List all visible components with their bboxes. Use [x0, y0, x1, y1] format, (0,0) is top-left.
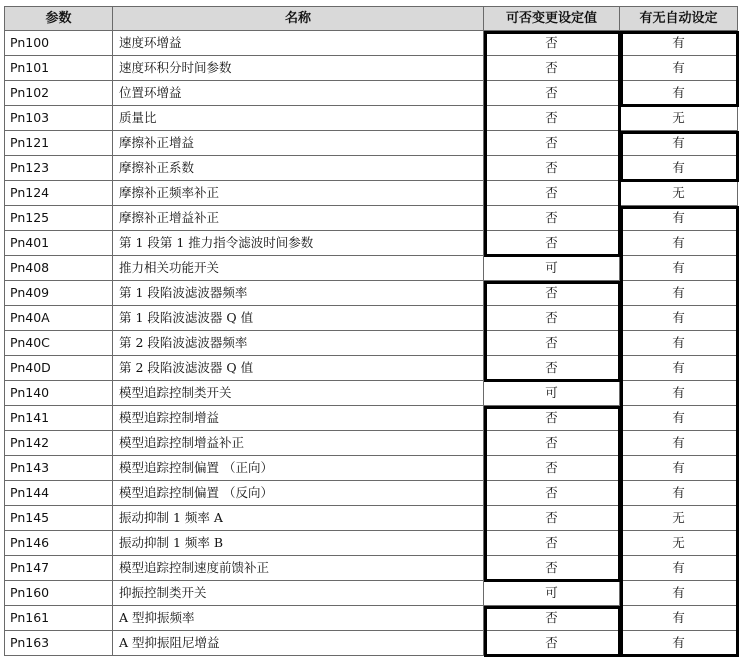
name-cell: 第 2 段陷波滤波器频率: [113, 331, 484, 356]
header-name: 名称: [113, 7, 484, 31]
changeable-cell: 否: [484, 306, 620, 331]
table-row: [5, 631, 738, 656]
changeable-cell: 否: [484, 456, 620, 481]
table-row: [5, 256, 738, 281]
parameter-table: [4, 6, 738, 656]
param-cell: Pn408: [5, 256, 113, 281]
name-cell: 振动抑制 1 频率 B: [113, 531, 484, 556]
changeable-cell: 否: [484, 106, 620, 131]
param-cell: Pn40D: [5, 356, 113, 381]
param-cell: Pn124: [5, 181, 113, 206]
name-cell: 位置环增益: [113, 81, 484, 106]
auto-cell: 无: [620, 181, 738, 206]
auto-cell: 有: [620, 56, 738, 81]
auto-cell: 有: [620, 481, 738, 506]
name-cell: 第 2 段陷波滤波器 Q 值: [113, 356, 484, 381]
table-row: [5, 81, 738, 106]
param-cell: Pn125: [5, 206, 113, 231]
param-cell: Pn144: [5, 481, 113, 506]
table-row: [5, 156, 738, 181]
changeable-cell: 否: [484, 406, 620, 431]
name-cell: 振动抑制 1 频率 A: [113, 506, 484, 531]
table-row: [5, 56, 738, 81]
changeable-cell: 否: [484, 331, 620, 356]
param-cell: Pn40A: [5, 306, 113, 331]
auto-cell: 有: [620, 231, 738, 256]
table-row: [5, 331, 738, 356]
param-cell: Pn142: [5, 431, 113, 456]
table-row: [5, 281, 738, 306]
param-cell: Pn160: [5, 581, 113, 606]
auto-cell: 有: [620, 581, 738, 606]
table-row: [5, 131, 738, 156]
table-row: [5, 581, 738, 606]
name-cell: 模型追踪控制偏置 （反向）: [113, 481, 484, 506]
table-row: [5, 406, 738, 431]
param-cell: Pn103: [5, 106, 113, 131]
table-row: [5, 606, 738, 631]
auto-cell: 有: [620, 456, 738, 481]
auto-cell: 有: [620, 606, 738, 631]
auto-cell: 有: [620, 406, 738, 431]
table-row: [5, 356, 738, 381]
param-cell: Pn146: [5, 531, 113, 556]
changeable-cell: 否: [484, 481, 620, 506]
auto-cell: 无: [620, 106, 738, 131]
auto-cell: 有: [620, 156, 738, 181]
table-row: [5, 206, 738, 231]
auto-cell: 有: [620, 81, 738, 106]
name-cell: 速度环积分时间参数: [113, 56, 484, 81]
header-param: 参数: [5, 7, 113, 31]
changeable-cell: 否: [484, 131, 620, 156]
table-row: [5, 431, 738, 456]
table-row: [5, 31, 738, 56]
auto-cell: 有: [620, 631, 738, 656]
param-cell: Pn101: [5, 56, 113, 81]
name-cell: A 型抑振阻尼增益: [113, 631, 484, 656]
auto-cell: 有: [620, 131, 738, 156]
auto-cell: 有: [620, 431, 738, 456]
changeable-cell: 否: [484, 206, 620, 231]
name-cell: 摩擦补正系数: [113, 156, 484, 181]
changeable-cell: 否: [484, 506, 620, 531]
name-cell: 摩擦补正频率补正: [113, 181, 484, 206]
name-cell: 模型追踪控制类开关: [113, 381, 484, 406]
auto-cell: 有: [620, 356, 738, 381]
param-cell: Pn102: [5, 81, 113, 106]
param-cell: Pn147: [5, 556, 113, 581]
name-cell: 第 1 段第 1 推力指令滤波时间参数: [113, 231, 484, 256]
table-row: [5, 531, 738, 556]
changeable-cell: 可: [484, 581, 620, 606]
name-cell: 摩擦补正增益补正: [113, 206, 484, 231]
param-cell: Pn100: [5, 31, 113, 56]
changeable-cell: 可: [484, 381, 620, 406]
table-container: [4, 6, 738, 656]
name-cell: 摩擦补正增益: [113, 131, 484, 156]
changeable-cell: 否: [484, 31, 620, 56]
name-cell: A 型抑振频率: [113, 606, 484, 631]
auto-cell: 有: [620, 281, 738, 306]
changeable-cell: 否: [484, 81, 620, 106]
param-cell: Pn40C: [5, 331, 113, 356]
name-cell: 第 1 段陷波滤波器频率: [113, 281, 484, 306]
name-cell: 模型追踪控制偏置 （正向）: [113, 456, 484, 481]
changeable-cell: 否: [484, 556, 620, 581]
param-cell: Pn409: [5, 281, 113, 306]
header-changeable: 可否变更设定值: [484, 7, 620, 31]
param-cell: Pn121: [5, 131, 113, 156]
name-cell: 质量比: [113, 106, 484, 131]
param-cell: Pn140: [5, 381, 113, 406]
auto-cell: 无: [620, 506, 738, 531]
auto-cell: 有: [620, 31, 738, 56]
table-row: [5, 481, 738, 506]
table-row: [5, 306, 738, 331]
changeable-cell: 否: [484, 56, 620, 81]
changeable-cell: 可: [484, 256, 620, 281]
auto-cell: 无: [620, 531, 738, 556]
auto-cell: 有: [620, 256, 738, 281]
table-row: [5, 456, 738, 481]
param-cell: Pn123: [5, 156, 113, 181]
auto-cell: 有: [620, 206, 738, 231]
auto-cell: 有: [620, 331, 738, 356]
changeable-cell: 否: [484, 431, 620, 456]
table-row: [5, 231, 738, 256]
param-cell: Pn163: [5, 631, 113, 656]
auto-cell: 有: [620, 381, 738, 406]
table-body: [5, 31, 738, 656]
changeable-cell: 否: [484, 156, 620, 181]
param-cell: Pn145: [5, 506, 113, 531]
param-cell: Pn143: [5, 456, 113, 481]
name-cell: 抑振控制类开关: [113, 581, 484, 606]
changeable-cell: 否: [484, 531, 620, 556]
name-cell: 模型追踪控制增益: [113, 406, 484, 431]
name-cell: 第 1 段陷波滤波器 Q 值: [113, 306, 484, 331]
name-cell: 模型追踪控制增益补正: [113, 431, 484, 456]
table-row: [5, 506, 738, 531]
table-row: [5, 106, 738, 131]
header-auto: 有无自动设定: [620, 7, 738, 31]
changeable-cell: 否: [484, 631, 620, 656]
auto-cell: 有: [620, 556, 738, 581]
changeable-cell: 否: [484, 356, 620, 381]
name-cell: 速度环增益: [113, 31, 484, 56]
auto-cell: 有: [620, 306, 738, 331]
name-cell: 模型追踪控制速度前馈补正: [113, 556, 484, 581]
changeable-cell: 否: [484, 606, 620, 631]
name-cell: 推力相关功能开关: [113, 256, 484, 281]
changeable-cell: 否: [484, 181, 620, 206]
param-cell: Pn401: [5, 231, 113, 256]
table-row: [5, 181, 738, 206]
header-row: [5, 7, 738, 31]
table-row: [5, 381, 738, 406]
changeable-cell: 否: [484, 231, 620, 256]
changeable-cell: 否: [484, 281, 620, 306]
table-row: [5, 556, 738, 581]
param-cell: Pn161: [5, 606, 113, 631]
param-cell: Pn141: [5, 406, 113, 431]
